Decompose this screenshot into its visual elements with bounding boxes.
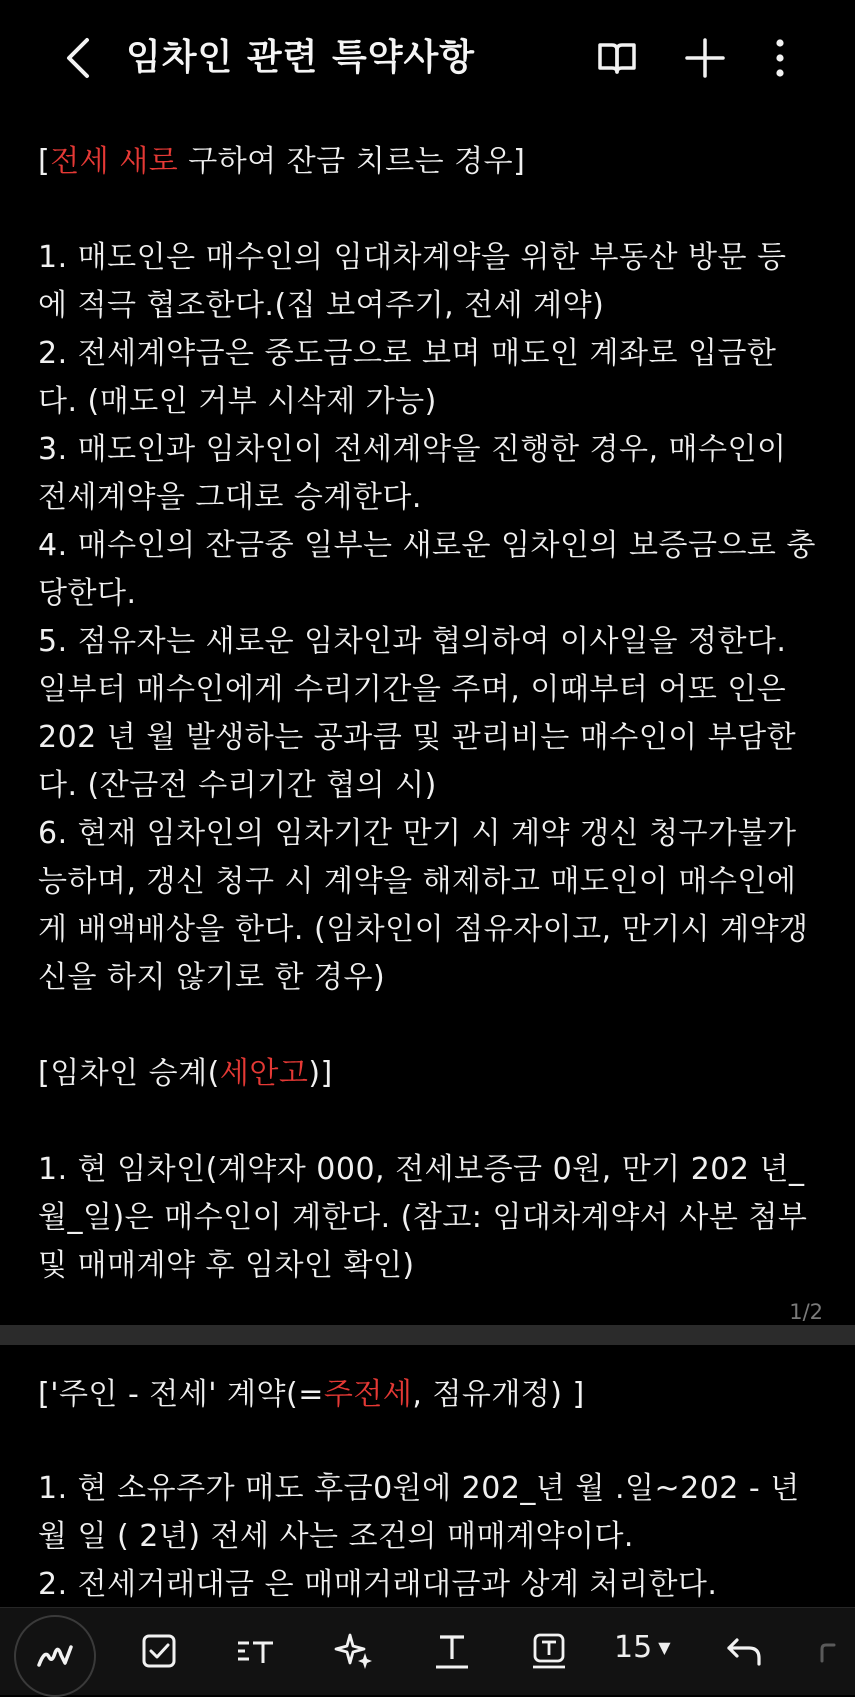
- text-line: 다. (매도인 거부 시삭제 가능): [38, 384, 437, 419]
- text-line: 신을 하지 않기로 한 경우): [38, 960, 386, 995]
- redo-icon: [818, 1639, 836, 1663]
- text-line: 1. 매도인은 매수인의 임대차계약을 위한 부동산 방문 등: [38, 240, 787, 275]
- text-format-icon: [235, 1635, 275, 1667]
- font-size-value: 15: [614, 1630, 653, 1665]
- redo-button[interactable]: [812, 1622, 842, 1680]
- text-style-button[interactable]: [423, 1622, 481, 1680]
- note-page-2[interactable]: [0, 1345, 855, 1607]
- book-icon: [597, 40, 637, 76]
- page-title: 임차인 관련 특약사항: [126, 37, 476, 78]
- note-page-1[interactable]: [0, 114, 855, 1325]
- text-line: 월 일 ( 2년) 전세 사는 조건의 매매계약이다.: [38, 1519, 634, 1554]
- page-divider: [0, 1325, 855, 1345]
- undo-icon: [725, 1636, 763, 1666]
- pen-tool-button[interactable]: [14, 1615, 96, 1697]
- text-line: 게 배액배상을 한다. (임차인이 점유자이고, 만기시 계약갱: [38, 912, 809, 947]
- text-line: 6. 현재 임차인의 임차기간 만기 시 계약 갱신 청구가불가: [38, 816, 797, 851]
- text-box-icon: [531, 1632, 567, 1670]
- reading-mode-button[interactable]: [589, 30, 645, 86]
- text-box-button[interactable]: [520, 1622, 578, 1680]
- text-line: 2. 전세계약금은 중도금으로 보며 매도인 계좌로 입금한: [38, 336, 777, 371]
- checkbox-button[interactable]: [130, 1622, 188, 1680]
- text-line: 당한다.: [38, 576, 137, 611]
- more-vert-icon: [775, 38, 785, 78]
- text-underline-icon: [434, 1632, 470, 1670]
- caret-down-icon: ▼: [658, 1638, 671, 1657]
- checkbox-icon: [141, 1633, 177, 1669]
- text-line: 에 적극 협조한다.(집 보여주기, 전세 계약): [38, 288, 605, 323]
- text-line: 202 년 월 발생하는 공과큼 및 관리비는 매수인이 부담한: [38, 720, 797, 755]
- text-line: 1. 현 임차인(계약자 000, 전세보증금 0원, 만기 202 년_: [38, 1152, 805, 1187]
- text-line: 월_일)은 매수인이 계한다. (참고: 임대차계약서 사본 첨부: [38, 1200, 808, 1235]
- page-number: 1/2: [789, 1300, 823, 1324]
- section-heading: [전세 새로 구하여 잔금 치르는 경우]: [38, 144, 526, 179]
- more-options-button[interactable]: [752, 30, 808, 86]
- bottom-toolbar: [0, 1607, 855, 1695]
- ai-assist-button[interactable]: [325, 1622, 383, 1680]
- back-button[interactable]: [52, 30, 104, 86]
- section-heading: [임차인 승계(세안고)]: [38, 1056, 333, 1091]
- sparkle-icon: [334, 1631, 374, 1671]
- text-line: 3. 매도인과 임차인이 전세계약을 진행한 경우, 매수인이: [38, 432, 787, 467]
- text-line: 2. 전세거래대금 은 매매거래대금과 상계 처리한다.: [38, 1567, 718, 1602]
- text-line: 일부터 매수인에게 수리기간을 주며, 이때부터 어또 인은: [38, 672, 787, 707]
- text-line: 및 매매계약 후 임차인 확인): [38, 1248, 415, 1283]
- text-line: 다. (잔금전 수리기간 협의 시): [38, 768, 437, 803]
- text-line: 1. 현 소유주가 매도 후금0원에 202_년 월 .일~202 - 년: [38, 1471, 800, 1506]
- undo-button[interactable]: [715, 1622, 773, 1680]
- add-page-button[interactable]: [677, 30, 733, 86]
- text-line: 5. 점유자는 새로운 임차인과 협의하여 이사일을 정한다.: [38, 624, 787, 659]
- plus-icon: [685, 38, 725, 78]
- font-size-dropdown[interactable]: [614, 1630, 671, 1665]
- text-line: 능하며, 갱신 청구 시 계약을 해제하고 매도인이 매수인에: [38, 864, 797, 899]
- section-heading: ['주인 - 전세' 계약(=주전세, 점유개정) ]: [38, 1377, 585, 1412]
- text-format-button[interactable]: [226, 1622, 284, 1680]
- app-bar: [0, 0, 855, 115]
- text-line: 4. 매수인의 잔금중 일부는 새로운 임차인의 보증금으로 충: [38, 528, 816, 563]
- chevron-left-icon: [63, 36, 93, 80]
- text-line: 전세계약을 그대로 승계한다.: [38, 480, 422, 515]
- pen-icon: [35, 1641, 75, 1671]
